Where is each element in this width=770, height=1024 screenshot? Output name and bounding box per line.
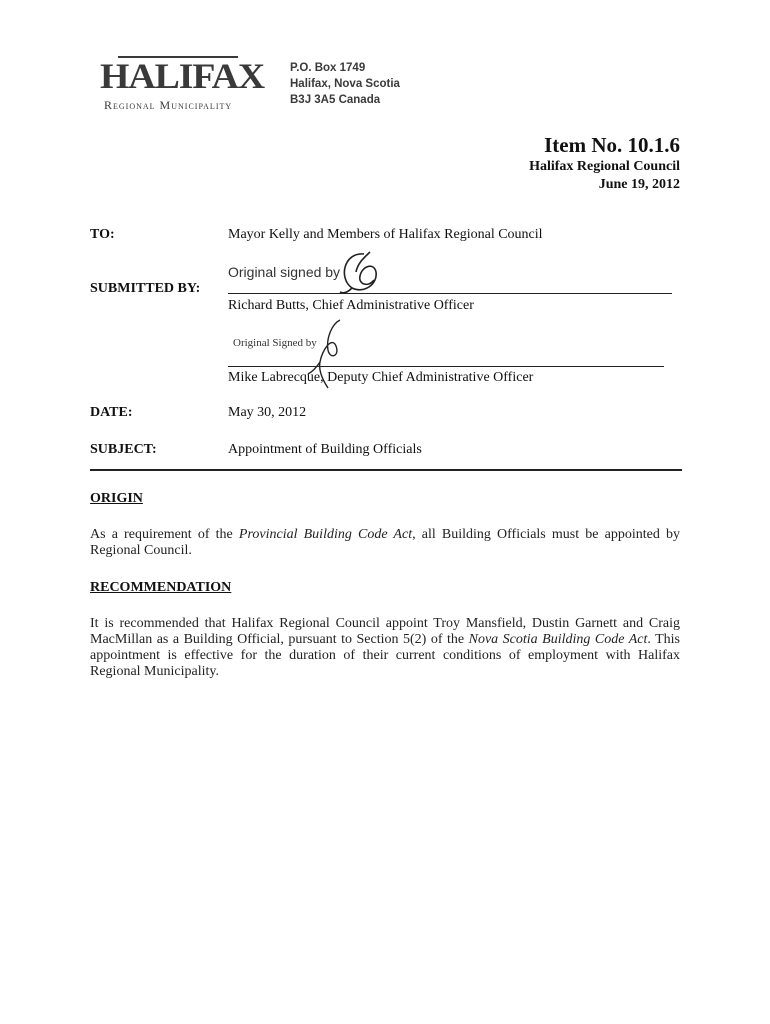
- recommendation-text-end: . This appointment is effective for the duration of their current conditions of employment with Halifax Regional Municipality.: [90, 632, 680, 679]
- signature-note: Original signed by: [228, 264, 341, 280]
- to-label: TO:: [90, 227, 115, 242]
- submitter-name: Richard Butts, Chief Administrative Officer: [228, 298, 474, 313]
- origin-text: As a requirement of the: [90, 527, 239, 542]
- address-block: [290, 60, 400, 108]
- origin-paragraph: [90, 527, 680, 559]
- date-label: DATE:: [90, 405, 133, 420]
- item-number: Item No. 10.1.6: [544, 133, 680, 157]
- origin-text-end: , all Building Officials must be appointed by Regional Council.: [90, 527, 680, 558]
- signature-line: [228, 293, 672, 294]
- address-line: B3J 3A5 Canada: [290, 94, 381, 106]
- subject-label: SUBJECT:: [90, 442, 157, 457]
- header-divider: [90, 469, 682, 471]
- signature-icon: [334, 248, 386, 296]
- address-line: Halifax, Nova Scotia: [290, 78, 400, 90]
- submitted-by-label: SUBMITTED BY:: [90, 281, 201, 296]
- to-value: Mayor Kelly and Members of Halifax Regional Council: [228, 227, 543, 242]
- signature-note-2: Original Signed by: [233, 337, 317, 349]
- date-value: May 30, 2012: [228, 405, 307, 420]
- halifax-logo: [100, 52, 265, 112]
- subject-value: Appointment of Building Officials: [228, 442, 422, 457]
- recommendation-heading: RECOMMENDATION: [90, 580, 232, 595]
- address-line: P.O. Box 1749: [290, 62, 366, 74]
- submitter-name-2: Mike Labrecque, Deputy Chief Administrative Officer: [228, 370, 534, 385]
- recommendation-paragraph: [90, 616, 680, 680]
- signature-line-2: [228, 366, 664, 367]
- origin-heading: ORIGIN: [90, 491, 143, 506]
- origin-act-title: Provincial Building Code Act: [238, 527, 413, 542]
- council-name: Halifax Regional Council: [529, 159, 680, 174]
- recommendation-act-title: Nova Scotia Building Code Act: [468, 632, 648, 647]
- meeting-date: June 19, 2012: [598, 177, 680, 192]
- logo-wordmark: HALIFAX: [100, 56, 265, 96]
- logo-subtitle: Regional Municipality: [104, 98, 233, 112]
- item-header: [529, 132, 680, 194]
- recommendation-text: It is recommended that Halifax Regional Council appoint Troy Mansfield, Dustin Garnett and Craig MacMillan as a Building Official, pursuant to Section 5(2) of the: [90, 616, 680, 647]
